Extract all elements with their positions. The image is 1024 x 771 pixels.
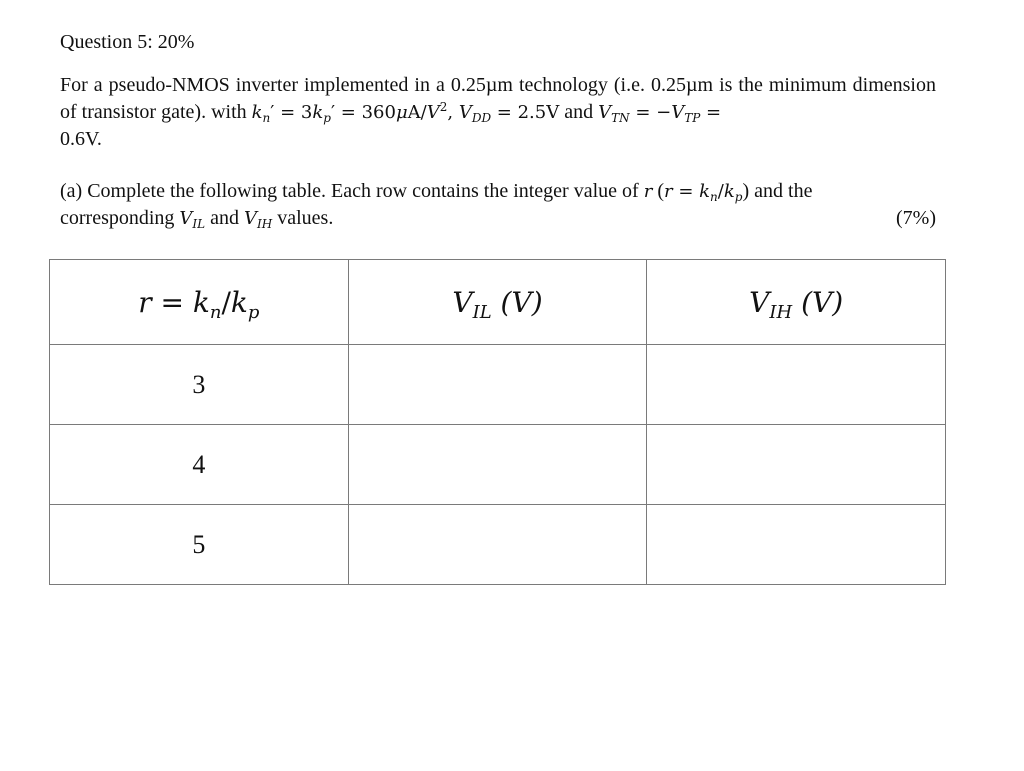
header-ratio xyxy=(50,260,349,345)
mu-symbol: μ xyxy=(395,102,408,123)
vil-symbol xyxy=(179,208,205,229)
equals-value: = 360 xyxy=(335,102,396,123)
r-symbol: r xyxy=(663,181,673,202)
part-a xyxy=(60,178,936,232)
vil-letter: V xyxy=(179,208,193,229)
kn-subscript: n xyxy=(710,190,718,204)
r-symbol: r xyxy=(138,285,152,319)
equals-end: = xyxy=(700,102,722,123)
table-row xyxy=(50,505,946,585)
vtp-subscript: TP xyxy=(684,111,701,125)
vih-unit: (V) xyxy=(792,285,844,319)
vil-cell[interactable] xyxy=(348,425,647,505)
kn-symbol: k xyxy=(251,102,263,123)
kp-subscript: p xyxy=(323,111,331,125)
vil-cell[interactable] xyxy=(348,505,647,585)
prime-mark: ′ xyxy=(330,102,336,123)
vtp-symbol: V xyxy=(671,102,685,123)
vil-subscript: IL xyxy=(192,217,206,231)
header-vil xyxy=(348,260,647,345)
squared: 2 xyxy=(439,100,448,114)
kn-symbol: k xyxy=(192,285,210,319)
kp-symbol: k xyxy=(723,181,735,202)
threshold-value: 0.6V. xyxy=(60,128,102,150)
parameter-equation xyxy=(252,102,560,123)
vih-cell[interactable] xyxy=(647,425,946,505)
threshold-equation xyxy=(598,102,721,123)
part-a-line2 xyxy=(60,205,936,232)
ratio-cell: 5 xyxy=(50,505,349,585)
vil-unit: (V) xyxy=(491,285,543,319)
kn-subscript: n xyxy=(209,301,222,323)
table-row xyxy=(50,425,946,505)
vdd-value: = 2.5V xyxy=(491,102,560,123)
slash: / xyxy=(717,181,724,202)
comma: , xyxy=(447,102,459,123)
vih-letter: V xyxy=(244,208,258,229)
marks-label: (7%) xyxy=(896,207,936,229)
ratio-cell: 4 xyxy=(50,425,349,505)
question-title: Question 5: 20% xyxy=(60,31,195,53)
vdd-subscript: DD xyxy=(471,111,492,125)
values-text: values. xyxy=(272,207,334,229)
vdd-symbol: V xyxy=(458,102,472,123)
volt-symbol: V xyxy=(426,102,440,123)
prime-mark: ′ xyxy=(270,102,275,123)
kp-subscript: p xyxy=(247,301,260,323)
and-word: and xyxy=(559,101,599,123)
table-row xyxy=(50,345,946,425)
part-a-line2-text xyxy=(60,205,333,232)
table-header-row xyxy=(50,260,946,345)
kn-subscript: n xyxy=(262,111,271,125)
equals-three: = 3 xyxy=(274,102,313,123)
and-word: and xyxy=(205,207,245,229)
close-paren: ) xyxy=(742,180,750,202)
vih-subscript: IH xyxy=(769,301,793,323)
slash: / xyxy=(221,285,231,319)
part-a-line1 xyxy=(60,178,936,205)
header-vih xyxy=(647,260,946,345)
vih-cell[interactable] xyxy=(647,345,946,425)
part-a-text-end: and the xyxy=(749,180,813,202)
ratio-equation xyxy=(664,181,742,202)
vil-cell[interactable] xyxy=(348,345,647,425)
open-paren: ( xyxy=(652,180,664,202)
ratio-cell: 3 xyxy=(50,345,349,425)
part-a-text: (a) Complete the following table. Each row contains the integer value of xyxy=(60,180,644,202)
kp-symbol: k xyxy=(230,285,248,319)
vih-cell[interactable] xyxy=(647,505,946,585)
vtn-subscript: TN xyxy=(611,111,630,125)
equals: = xyxy=(151,285,193,319)
corresponding-text: corresponding xyxy=(60,207,180,229)
vil-letter: V xyxy=(452,285,473,319)
vih-symbol xyxy=(244,208,272,229)
question-intro xyxy=(60,72,936,153)
kn-symbol: k xyxy=(699,181,711,202)
vih-letter: V xyxy=(749,285,770,319)
kp-subscript: p xyxy=(734,190,743,204)
kp-symbol: k xyxy=(312,102,324,123)
intro-text: For a pseudo-NMOS inverter implemented in a 0.25µm technology (i.e. 0.25µm is the minimum dimension of transistor gate). with xyxy=(60,74,936,123)
vil-subscript: IL xyxy=(472,301,492,323)
vih-subscript: IH xyxy=(257,217,273,231)
answer-table xyxy=(49,259,946,585)
equals: = xyxy=(672,181,700,202)
vtn-symbol: V xyxy=(598,102,612,123)
r-symbol: r xyxy=(643,181,653,202)
unit-amp: A/ xyxy=(407,102,427,123)
equals-minus: = − xyxy=(629,102,672,123)
